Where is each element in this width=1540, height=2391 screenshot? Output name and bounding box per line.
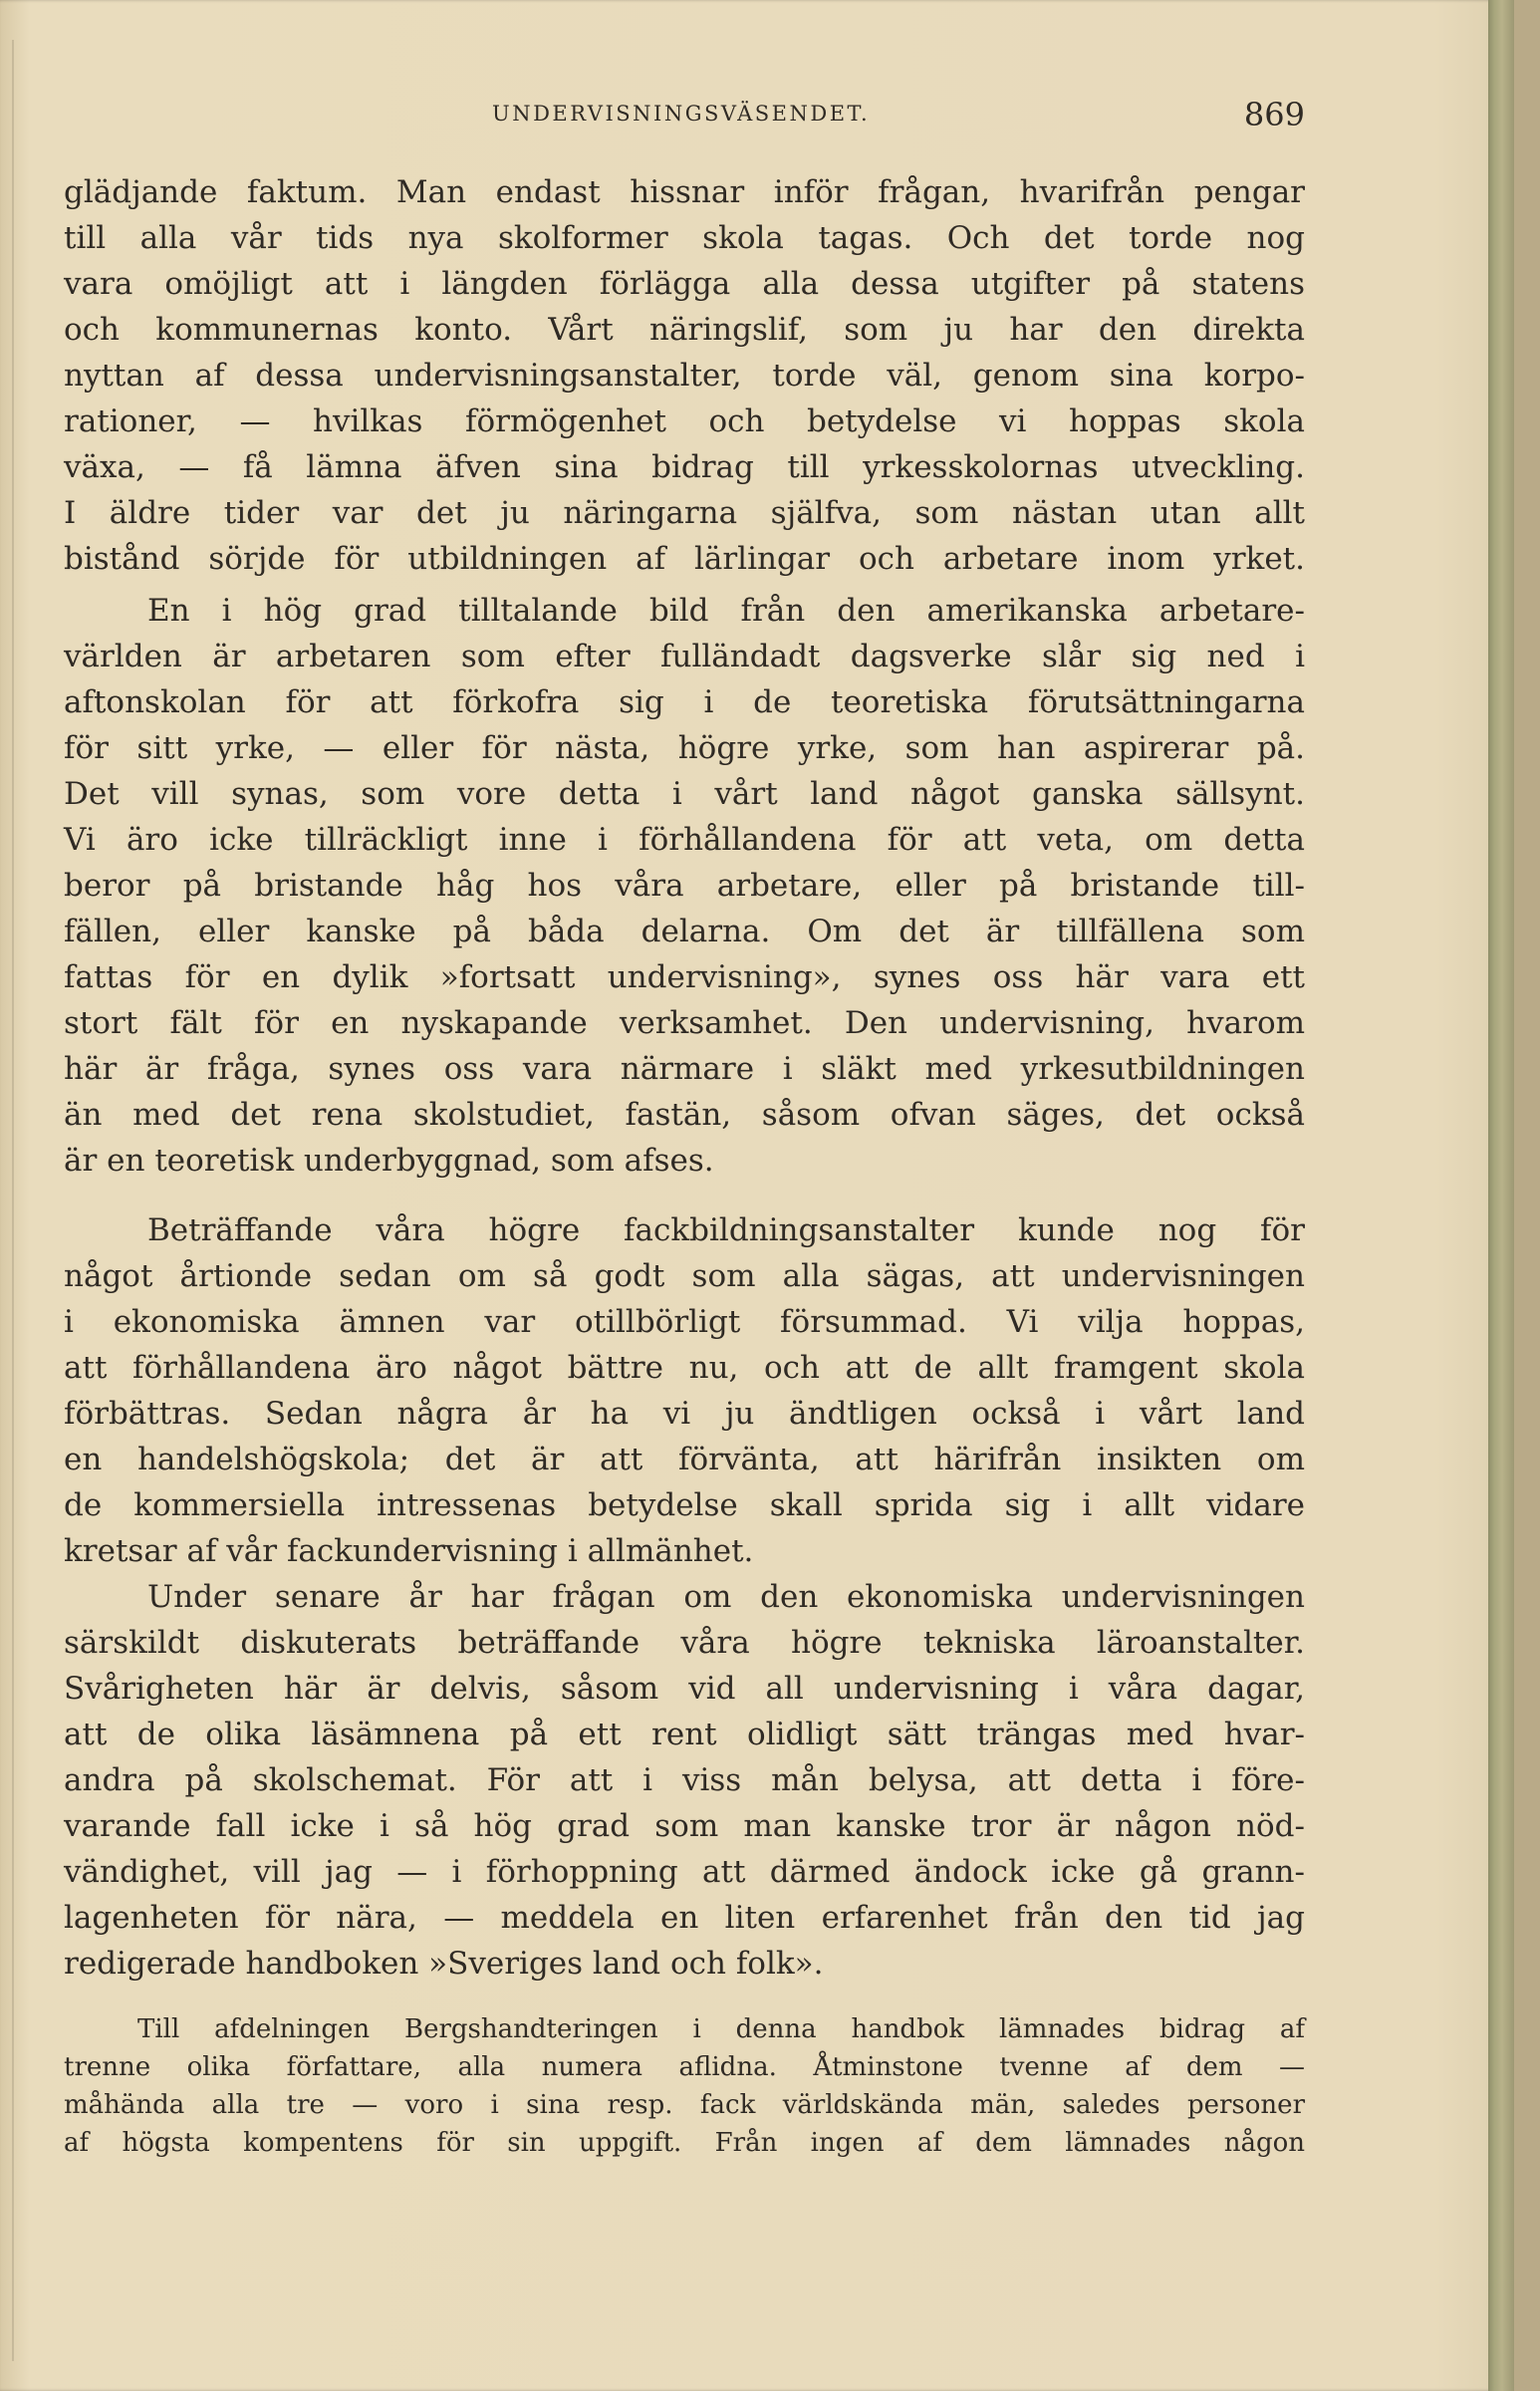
book-edge <box>1488 0 1514 2391</box>
page-gutter-shadow <box>12 40 14 2361</box>
text-line: beror på bristande håg hos våra arbetare, eller på bristande till- <box>64 868 1305 904</box>
text-line: de kommersiella intressenas betydelse skall sprida sig i allt vidare <box>64 1487 1305 1523</box>
text-line: något årtionde sedan om så godt som alla sägas, att undervisningen <box>64 1258 1305 1294</box>
paragraph-gap <box>64 1987 1305 2010</box>
text-line: Det vill synas, som vore detta i vårt land något ganska sällsynt. <box>64 776 1305 812</box>
text-line: Svårigheten här är delvis, såsom vid all undervisning i våra dagar, <box>64 1671 1305 1707</box>
paragraph <box>64 588 1305 1184</box>
text-line: En i hög grad tilltalande bild från den amerikanska arbetare- <box>147 593 1305 629</box>
text-line: är en teoretisk underbyggnad, som afses. <box>64 1143 714 1179</box>
text-line: Under senare år har frågan om den ekonomiska undervisningen <box>147 1579 1305 1615</box>
text-line: förbättras. Sedan några år ha vi ju ändtligen också i vårt land <box>64 1396 1305 1432</box>
page-number: 869 <box>1243 96 1305 133</box>
text-line: här är fråga, synes oss vara närmare i släkt med yrkesutbildningen <box>64 1051 1305 1087</box>
text-line: och kommunernas konto. Vårt näringslif, som ju har den direkta <box>64 312 1305 348</box>
footnote-line: Till afdelningen Bergshandteringen i denna handbok lämnades bidrag af <box>137 2014 1305 2044</box>
paragraph <box>64 169 1305 582</box>
text-line: Vi äro icke tillräckligt inne i förhållandena för att veta, om detta <box>64 822 1305 858</box>
text-line: glädjande faktum. Man endast hissnar inför frågan, hvarifrån pengar <box>64 174 1305 210</box>
text-line: redigerade handboken »Sveriges land och folk». <box>64 1946 824 1982</box>
paragraph-gap <box>64 1184 1305 1207</box>
text-line: fällen, eller kanske på båda delarna. Om det är tillfällena som <box>64 914 1305 949</box>
text-line: att de olika läsämnena på ett rent olidligt sätt trängas med hvar- <box>64 1717 1305 1752</box>
text-line: än med det rena skolstudiet, fastän, såsom ofvan säges, det också <box>64 1097 1305 1133</box>
text-line: stort fält för en nyskapande verksamhet. Den undervisning, hvarom <box>64 1005 1305 1041</box>
text-line: till alla vår tids nya skolformer skola tagas. Och det torde nog <box>64 220 1305 256</box>
text-line: i ekonomiska ämnen var otillbörligt försummad. Vi vilja hoppas, <box>64 1304 1305 1340</box>
text-line: särskildt diskuterats beträffande våra högre tekniska läroanstalter. <box>64 1625 1305 1661</box>
text-line: vändighet, vill jag — i förhoppning att därmed ändock icke gå grann- <box>64 1854 1305 1890</box>
text-line: bistånd sörjde för utbildningen af lärlingar och arbetare inom yrket. <box>64 541 1305 577</box>
text-line: för sitt yrke, — eller för nästa, högre yrke, som han aspirerar på. <box>64 730 1305 766</box>
text-line: fattas för en dylik »fortsatt undervisning», synes oss här vara ett <box>64 959 1305 995</box>
text-line: andra på skolschemat. För att i viss mån belysa, att detta i före- <box>64 1762 1305 1798</box>
running-head: UNDERVISNINGSVÄSENDET. <box>492 102 871 126</box>
text-line: vara omöjligt att i längden förlägga alla dessa utgifter på statens <box>64 266 1305 302</box>
text-line: varande fall icke i så hög grad som man kanske tror är någon nöd- <box>64 1808 1305 1844</box>
text-line: Beträffande våra högre fackbildningsanstalter kunde nog för <box>147 1212 1305 1248</box>
text-line: I äldre tider var det ju näringarna själfva, som nästan utan allt <box>64 495 1305 531</box>
paragraph <box>64 1574 1305 1987</box>
text-line: kretsar af vår fackundervisning i allmänhet. <box>64 1533 754 1569</box>
footnote-line: måhända alla tre — voro i sina resp. fack världskända män, saledes personer <box>64 2090 1305 2120</box>
footnote-line: trenne olika författare, alla numera aflidna. Åtminstone tvenne af dem — <box>64 2052 1305 2082</box>
text-line: att förhållandena äro något bättre nu, och att de allt framgent skola <box>64 1350 1305 1386</box>
text-line: lagenheten för nära, — meddela en liten erfarenhet från den tid jag <box>64 1900 1305 1936</box>
text-line: aftonskolan för att förkofra sig i de teoretiska förutsättningarna <box>64 684 1305 720</box>
page-header <box>64 96 1305 139</box>
footnote <box>64 2010 1305 2162</box>
text-line: en handelshögskola; det är att förvänta, att härifrån insikten om <box>64 1442 1305 1477</box>
text-line: världen är arbetaren som efter fulländadt dagsverke slår sig ned i <box>64 639 1305 674</box>
paragraph <box>64 1207 1305 1574</box>
text-line: växa, — få lämna äfven sina bidrag till yrkesskolornas utveckling. <box>64 449 1305 485</box>
text-line: nyttan af dessa undervisningsanstalter, torde väl, genom sina korpo- <box>64 358 1305 394</box>
page-text <box>64 96 1305 2162</box>
text-line: rationer, — hvilkas förmögenhet och betydelse vi hoppas skola <box>64 403 1305 439</box>
footnote-line: af högsta kompentens för sin uppgift. Från ingen af dem lämnades någon <box>64 2128 1305 2158</box>
